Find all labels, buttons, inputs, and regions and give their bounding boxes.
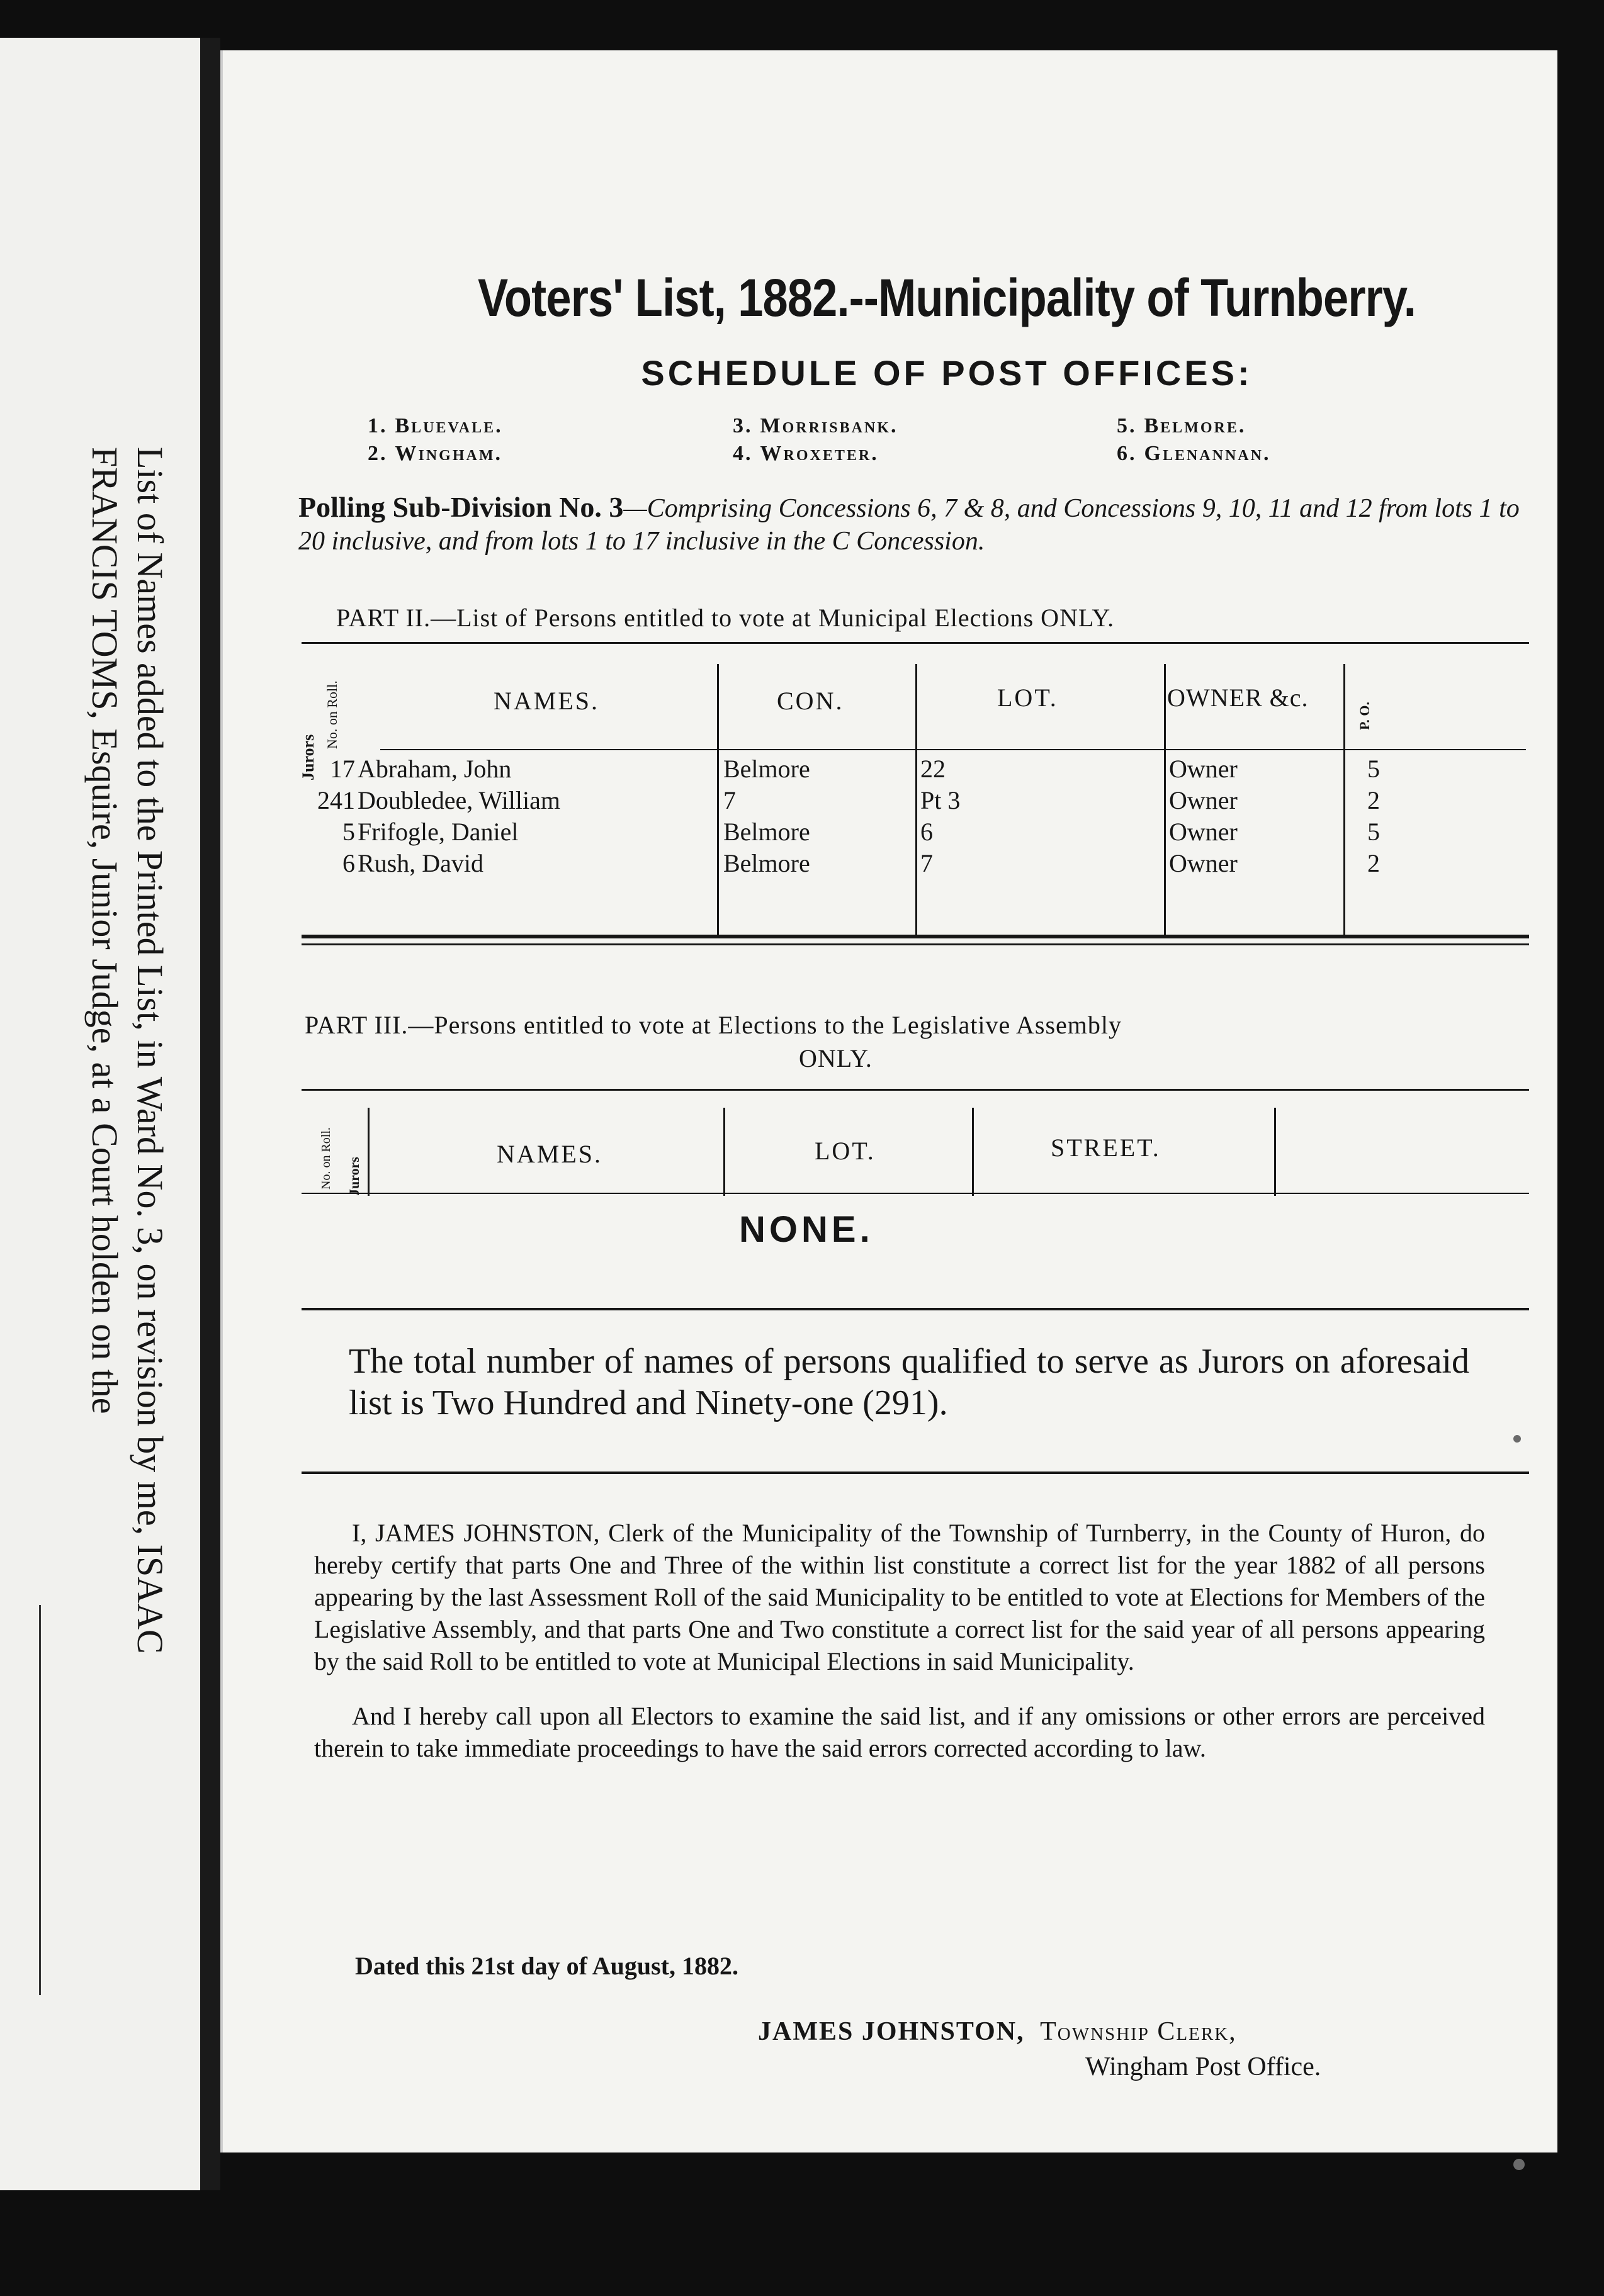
row1-name: Abraham, John — [358, 755, 512, 783]
part2-col-divider — [1164, 664, 1166, 935]
post-office-1: 1. Bluevale. — [368, 414, 503, 437]
row4-po: 2 — [1367, 849, 1380, 877]
part2-bottom-rule — [302, 935, 1529, 938]
row3-lot: 6 — [920, 818, 933, 846]
part2-header-lot: LOT. — [997, 684, 1058, 712]
part2-header-roll: No. on Roll. — [324, 680, 340, 749]
document-title: Voters' List, 1882.--Municipality of Turnberry. — [477, 268, 1416, 327]
row4-roll: 6 — [342, 849, 355, 877]
fold-line-2: FRANCIS TOMS, Esquire, Junior Judge, at a Court holden on the — [84, 447, 125, 1414]
post-office-2: 2. Wingham. — [368, 442, 502, 465]
row3-name: Frifogle, Daniel — [358, 818, 519, 846]
certification — [314, 1517, 1485, 1764]
part3-header-roll: No. on Roll. — [319, 1127, 333, 1190]
juror-total-statement: The total number of names of persons qualified to serve as Jurors on aforesaid list is Two Hundred and Ninety-one (291). — [349, 1342, 1469, 1422]
row2-lot: Pt 3 — [920, 786, 961, 814]
polling-subdivision — [298, 491, 1532, 558]
row1-roll: 17 — [330, 755, 355, 783]
post-office-4: 4. Wroxeter. — [733, 442, 879, 465]
row4-name: Rush, David — [358, 849, 483, 877]
row2-con: 7 — [723, 786, 736, 814]
page-gutter — [200, 38, 220, 2190]
post-office-6: 6. Glenannan. — [1117, 442, 1271, 465]
signature-block — [758, 2014, 1321, 2085]
row3-con: Belmore — [723, 818, 810, 846]
row3-roll: 5 — [342, 818, 355, 846]
part3-none: NONE. — [739, 1209, 874, 1250]
ink-speck — [1513, 1435, 1521, 1443]
post-office-address: Wingham Post Office. — [1085, 2052, 1321, 2081]
row2-name: Doubledee, William — [358, 786, 561, 814]
part3-col-divider — [723, 1108, 725, 1196]
certification-paragraph: I, JAMES JOHNSTON, Clerk of the Municipality of the Township of Turnberry, in the County of Huron, do hereby certify that parts One and Three of the within list constitute a correct list for the year 1882 of all persons appearing by the last Assessment Roll of the said Municipality to be entitled to vote at Elections for Members of the Legislative Assembly, and that parts One and Two constitute a correct list for the said year of all persons appearing by the said Roll to be entitled to vote at Municipal Elections in said Municipality. — [314, 1519, 1485, 1675]
part2-col-divider — [915, 664, 917, 935]
polling-description: —Comprising Concessions 6, 7 & 8, and Concessions 9, 10, 11 and 12 from lots 1 to 20 inclusive, and from lots 1 to 17 inclusive in the C Concession. — [298, 494, 1520, 556]
part3-col-divider — [368, 1108, 370, 1196]
part3-header-rule — [302, 1193, 1529, 1194]
part2-heading: PART II.—List of Persons entitled to vote at Municipal Elections ONLY. — [336, 604, 1115, 632]
part3-col-divider — [972, 1108, 974, 1196]
part3-col-divider — [1274, 1108, 1276, 1196]
row3-po: 5 — [1367, 818, 1380, 846]
clerk-name: JAMES JOHNSTON, — [758, 2017, 1025, 2046]
total-bottom-rule — [302, 1472, 1529, 1474]
part3-header-lot: LOT. — [815, 1137, 876, 1165]
part3-top-rule — [302, 1089, 1529, 1091]
fold-line-1: List of Names added to the Printed List, in Ward No. 3, on revision by me, ISAAC — [130, 447, 171, 1654]
part2-col-divider — [1343, 664, 1345, 935]
part2-header-con: CON. — [777, 687, 844, 715]
ink-speck — [1513, 2159, 1525, 2170]
row2-roll: 241 — [317, 786, 355, 814]
part2-header-po: P. O. — [1357, 701, 1372, 730]
row2-owner: Owner — [1169, 786, 1238, 814]
part3-header-street: STREET. — [1051, 1134, 1161, 1162]
post-office-5: 5. Belmore. — [1117, 414, 1246, 437]
schedule-heading: SCHEDULE OF POST OFFICES: — [641, 353, 1253, 393]
row4-lot: 7 — [920, 849, 933, 877]
part2-top-rule — [302, 642, 1529, 644]
part3-header-jurors: Jurors — [346, 1157, 362, 1196]
row4-con: Belmore — [723, 849, 810, 877]
row4-owner: Owner — [1169, 849, 1238, 877]
part2-header-names: NAMES. — [494, 687, 600, 715]
part2-header-owner: OWNER &c. — [1167, 684, 1309, 712]
call-to-electors-paragraph: And I hereby call upon all Electors to examine the said list, and if any omissions or other errors are perceived therein to take immediate proceedings to have the said errors corrected according to law. — [314, 1702, 1485, 1762]
part3-bottom-rule — [302, 1308, 1529, 1310]
row1-con: Belmore — [723, 755, 810, 783]
part2-header-jurors: Jurors — [299, 734, 317, 780]
row1-owner: Owner — [1169, 755, 1238, 783]
clerk-title: Township Clerk, — [1040, 2017, 1237, 2046]
fold-strip — [0, 38, 204, 2190]
row1-lot: 22 — [920, 755, 946, 783]
part2-col-divider — [717, 664, 719, 935]
part3-header-names: NAMES. — [497, 1140, 603, 1168]
post-office-3: 3. Morrisbank. — [733, 414, 898, 437]
part3-heading-only: ONLY. — [799, 1044, 873, 1072]
voters-list-sheet — [220, 50, 1557, 2152]
row1-po: 5 — [1367, 755, 1380, 783]
date-line: Dated this 21st day of August, 1882. — [355, 1952, 738, 1980]
fold-annotation — [82, 447, 172, 1654]
row3-owner: Owner — [1169, 818, 1238, 846]
part2-header-rule — [380, 749, 1526, 750]
part3-heading: PART III.—Persons entitled to vote at Elections to the Legislative Assembly — [305, 1011, 1122, 1039]
fold-blank-line — [39, 1605, 41, 1995]
part2-bottom-rule — [302, 943, 1529, 945]
polling-lead: Polling Sub-Division No. 3 — [298, 491, 624, 523]
row2-po: 2 — [1367, 786, 1380, 814]
